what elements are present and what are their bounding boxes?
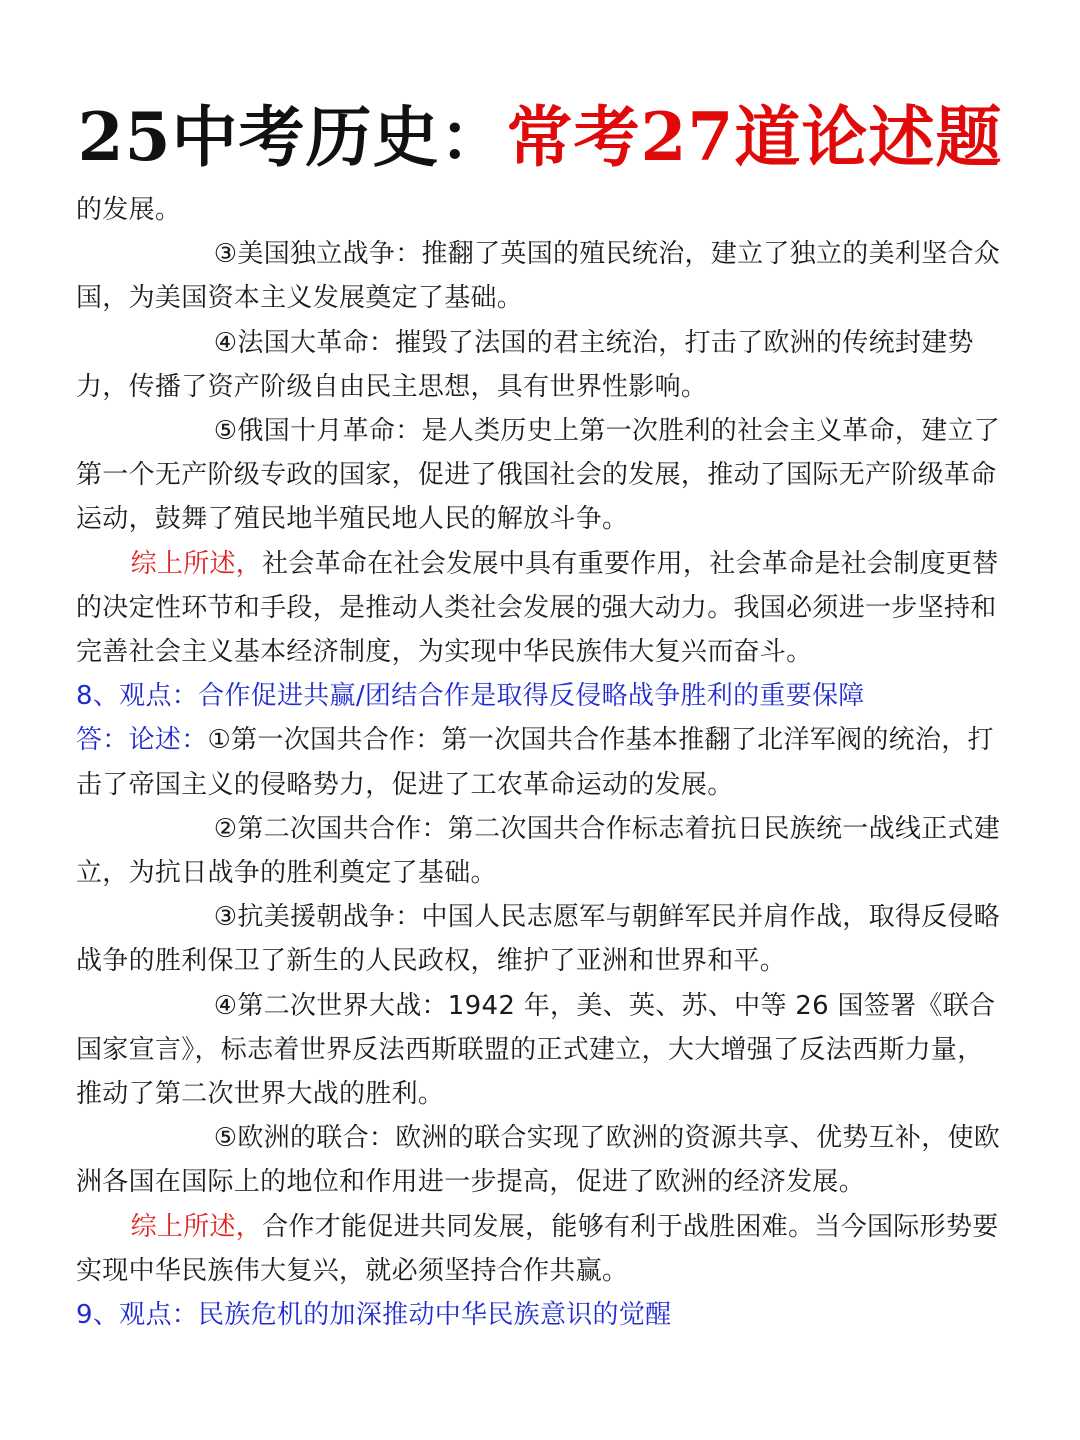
page-title <box>0 92 1080 182</box>
summary-text: 合作才能促进共同发展，能够有利于战胜困难。当今国际形势要实现中华民族伟大复兴，就必须坚持合作共赢。 <box>76 1211 999 1286</box>
answer-point-1 <box>76 718 1006 806</box>
summary-paragraph-7 <box>76 542 1006 675</box>
title-main: 25中考历史： <box>77 98 507 176</box>
answer-label: 答：论述： <box>76 725 208 756</box>
answer-point-5: ⑤欧洲的联合：欧洲的联合实现了欧洲的资源共享、优势互补，使欧洲各国在国际上的地位和作用进一步提高，促进了欧洲的经济发展。 <box>76 1123 1001 1198</box>
point-american-revolution: ③美国独立战争：推翻了英国的殖民统治，建立了独立的美利坚合众国，为美国资本主义发展奠定了基础。 <box>76 239 1001 314</box>
title-highlight: 常考27道论述题 <box>506 98 1003 176</box>
point-october-revolution: ⑤俄国十月革命：是人类历史上第一次胜利的社会主义革命，建立了第一个无产阶级专政的国家，促进了俄国社会的发展，推动了国际无产阶级革命运动，鼓舞了殖民地半殖民地人民的解放斗争。 <box>76 416 1001 535</box>
answer-text: ①第一次国共合作：第一次国共合作基本推翻了北洋军阀的统治，打击了帝国主义的侵略势力，促进了工农革命运动的发展。 <box>76 725 994 800</box>
summary-label: 综上所述， <box>130 548 263 579</box>
answer-point-4: ④第二次世界大战：1942 年，美、英、苏、中等 26 国签署《联合国家宣言》，标志着世界反法西斯联盟的正式建立，大大增强了反法西斯力量，推动了第二次世界大战的胜利。 <box>76 990 996 1110</box>
point-french-revolution: ④法国大革命：摧毁了法国的君主统治，打击了欧洲的传统封建势力，传播了资产阶级自由民主思想，具有世界性影响。 <box>76 327 974 402</box>
paragraph-continuation: 的发展。 <box>76 195 182 225</box>
question-heading-9: 9、观点：民族危机的加深推动中华民族意识的觉醒 <box>76 1300 672 1331</box>
answer-point-3: ③抗美援朝战争：中国人民志愿军与朝鲜军民并肩作战，取得反侵略战争的胜利保卫了新生的人民政权，维护了亚洲和世界和平。 <box>76 902 1001 977</box>
answer-point-2: ②第二次国共合作：第二次国共合作标志着抗日民族统一战线正式建立，为抗日战争的胜利奠定了基础。 <box>76 813 1001 889</box>
question-heading-8: 8、观点：合作促进共赢/团结合作是取得反侵略战争胜利的重要保障 <box>76 681 865 712</box>
summary-label: 综上所述， <box>130 1211 263 1242</box>
summary-text: 社会革命在社会发展中具有重要作用，社会革命是社会制度更替的决定性环节和手段，是推动人类社会发展的强大动力。我国必须进一步坚持和完善社会主义基本经济制度，为实现中华民族伟大复兴而奋斗。 <box>76 548 999 668</box>
summary-paragraph-8 <box>76 1205 1006 1293</box>
document-body <box>76 188 1006 1337</box>
